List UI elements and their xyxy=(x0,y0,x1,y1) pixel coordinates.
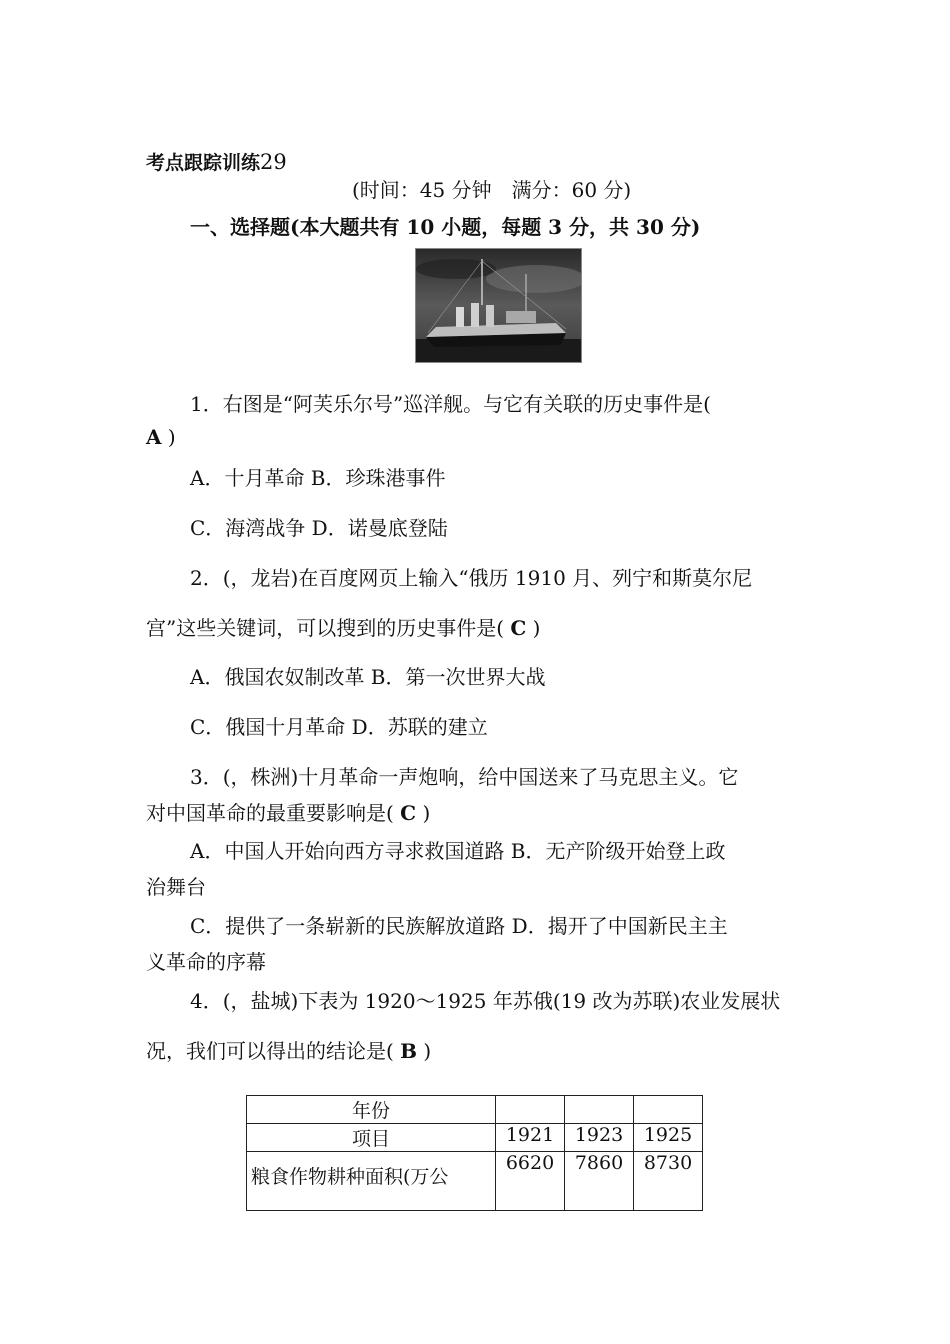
question-4-line1: 4．(，盐城)下表为 1920～1925 年苏俄(19 改为苏联)农业发展状 xyxy=(190,989,781,1013)
question-3-options-cd-line2: 义革命的序幕 xyxy=(146,950,266,974)
question-3-line2: 对中国革命的最重要影响是( C ) xyxy=(146,801,431,825)
answer-1: A xyxy=(146,425,162,449)
agriculture-table xyxy=(246,1095,703,1211)
section-title: 一、选择题(本大题共有 10 小题，每题 3 分，共 30 分) xyxy=(190,215,701,239)
table-header-year: 年份 xyxy=(247,1096,496,1124)
table-value-cell: 7860 xyxy=(565,1152,634,1211)
question-4-line2: 况，我们可以得出的结论是( B ) xyxy=(146,1039,432,1063)
exercise-title: 考点跟踪训练 xyxy=(146,152,261,174)
table-header-item: 项目 xyxy=(247,1124,496,1152)
table-row xyxy=(247,1124,703,1152)
question-2-options-ab: A．俄国农奴制改革 B．第一次世界大战 xyxy=(190,665,546,689)
aurora-cruiser-photo xyxy=(415,248,582,363)
question-1-line1: 1．右图是“阿芙乐尔号”巡洋舰。与它有关联的历史事件是( xyxy=(190,392,711,416)
exercise-header xyxy=(146,148,287,175)
answer-3: C xyxy=(400,801,417,825)
question-3-options-ab-line2: 治舞台 xyxy=(146,875,206,899)
question-3-options-ab-line1: A．中国人开始向西方寻求救国道路 B．无产阶级开始登上政 xyxy=(190,839,726,863)
table-year-cell: 1923 xyxy=(565,1124,634,1152)
question-3-line1: 3．(，株洲)十月革命一声炮响，给中国送来了马克思主义。它 xyxy=(190,765,739,789)
table-row-label: 粮食作物耕种面积(万公 xyxy=(247,1152,496,1211)
table-value-cell: 8730 xyxy=(634,1152,703,1211)
question-2-line2: 宫”这些关键词，可以搜到的历史事件是( C ) xyxy=(146,616,541,640)
table-year-cell: 1921 xyxy=(496,1124,565,1152)
question-3-options-cd-line1: C．提供了一条崭新的民族解放道路 D．揭开了中国新民主主 xyxy=(190,914,728,938)
question-1-options-cd: C．海湾战争 D．诺曼底登陆 xyxy=(190,516,448,540)
question-2-options-cd: C．俄国十月革命 D．苏联的建立 xyxy=(190,715,488,739)
exercise-number: 29 xyxy=(260,150,287,174)
question-1-options-ab: A．十月革命 B．珍珠港事件 xyxy=(190,466,446,490)
table-year-cell: 1925 xyxy=(634,1124,703,1152)
answer-2: C xyxy=(510,616,527,640)
question-2-line1: 2．(，龙岩)在百度网页上输入“俄历 1910 月、列宁和斯莫尔尼 xyxy=(190,566,753,590)
question-1-line2: A ) xyxy=(146,425,176,449)
table-row xyxy=(247,1152,703,1211)
time-info: (时间：45 分钟 满分：60 分) xyxy=(352,178,632,202)
table-row xyxy=(247,1096,703,1124)
table-value-cell: 6620 xyxy=(496,1152,565,1211)
answer-4: B xyxy=(400,1039,418,1063)
